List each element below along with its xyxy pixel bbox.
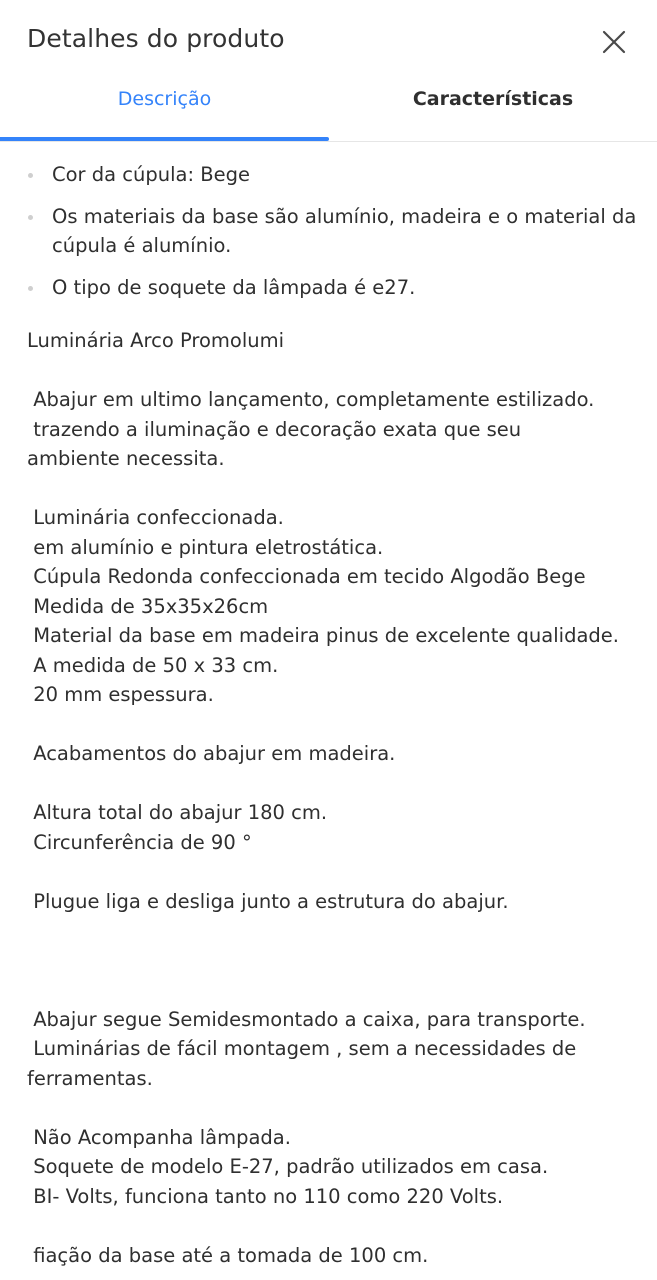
close-button[interactable] (595, 24, 633, 62)
list-item (0, 160, 657, 190)
bullet-icon (28, 173, 33, 178)
tab-descricao[interactable]: Descrição (117, 88, 212, 110)
list-item (0, 273, 657, 303)
highlight-text: Cor da cúpula: Bege (52, 163, 250, 186)
tab-caracteristicas[interactable]: Características (412, 88, 574, 110)
tabs-divider (0, 141, 657, 142)
list-item (0, 202, 657, 261)
highlight-text: O tipo de soquete da lâmpada é e27. (52, 275, 416, 299)
highlights-list (0, 160, 657, 302)
tab-bar (0, 80, 657, 142)
bullet-icon (28, 286, 33, 291)
close-icon (595, 24, 633, 62)
modal-header (0, 0, 657, 80)
description-text: Luminária Arco Promolumi Abajur em ultimo lançamento, completamente estilizado. trazendo a iluminação e decoração exata que seu ambiente necessita. Luminária confeccionada. em alumínio e pintura eletrostática. Cúpula Redonda confeccionada em tecido Algodão Bege Medida de 35x35x26cm Material da base em madeira pinus de excelente qualidade. A medida de 50 x 33 cm. 20 mm espessura. Acabamentos do abajur em madeira. Altura total do abajur 180 cm. Circunferência de 90 ° Plugue liga e desliga junto a estrutura do abajur. Abajur segue Semidesmontado a caixa, para transporte. Luminárias de fácil montagem , sem a necessidades de ferramentas. Não Acompanha lâmpada. Soquete de modelo E-27, padrão utilizados em casa. BI- Volts, funciona tanto no 110 como 220 Volts. fiação da base até a tomada de 100 cm. (27, 329, 619, 1267)
description-content (0, 160, 657, 1270)
page-title: Detalhes do produto (27, 24, 285, 53)
bullet-icon (28, 215, 33, 220)
highlight-text: Os materiais da base são alumínio, madeira e o material da cúpula é alumínio. (52, 204, 637, 257)
